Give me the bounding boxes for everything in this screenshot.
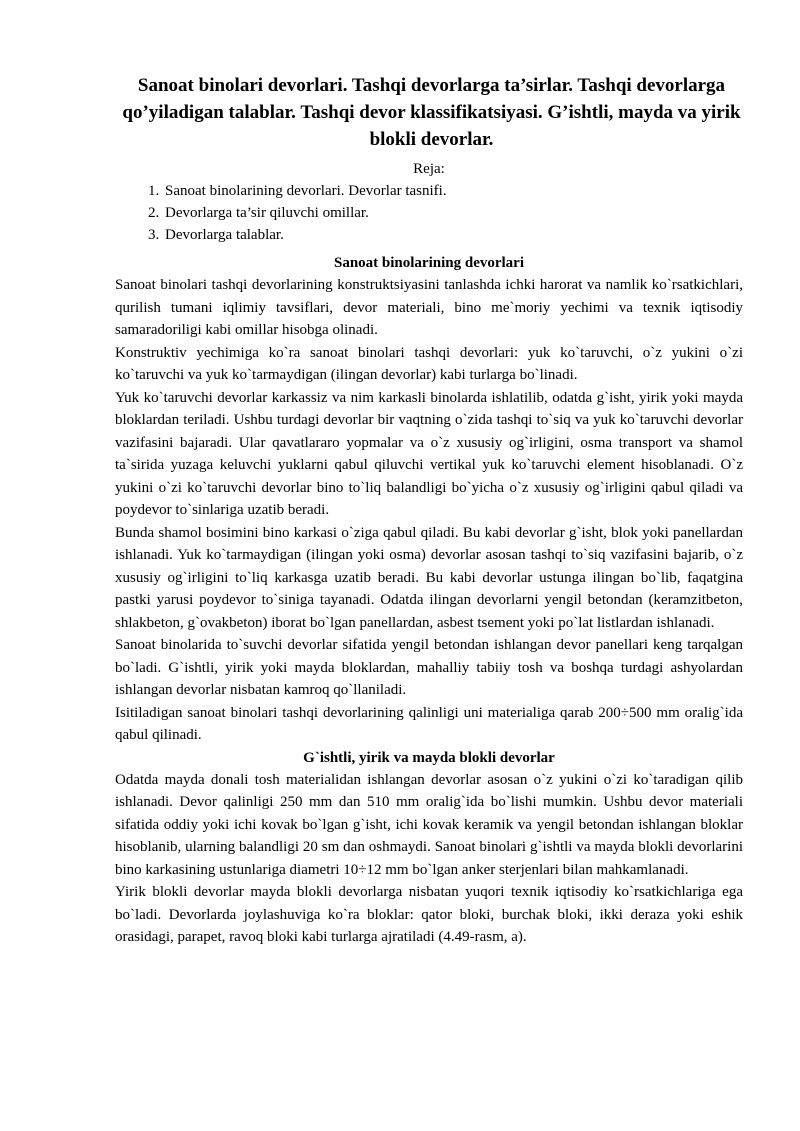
plan-list bbox=[115, 180, 743, 246]
plan-item: 3. Devorlarga talablar. bbox=[163, 224, 743, 246]
plan-item: 2. Devorlarga ta’sir qiluvchi omillar. bbox=[163, 202, 743, 224]
section-heading: G`ishtli, yirik va mayda blokli devorlar bbox=[303, 749, 555, 766]
paragraph: Odatda mayda donali tosh materialidan ishlangan devorlar asosan o`z yukini o`zi ko`taradigan qilib ishlanadi. Devor qalinligi 250 mm dan 510 mm oralig`ida bo`lishi mumkin. Ushbu devor materiali sifatida oddiy yoki ichi kovak bo`lgan g`isht, ichi kovak keramik va yengil betondan ishlangan bloklar hisoblanib, ularning balandligi 20 sm dan oshmaydi. Sanoat binolari g`ishtli va mayda blokli devorlarini bino karkasining ustunlariga diametri 10÷12 mm bo`lgan anker sterjenlari bilan mahkamlanadi. bbox=[115, 771, 743, 878]
paragraph: Yuk ko`taruvchi devorlar karkassiz va nim karkasli binolarda ishlatilib, odatda g`isht, yirik yoki mayda bloklardan teriladi. Ushbu turdagi devorlar bir vaqtning o`zida tashqi to`siq va yuk ko`taruvchi devorlar vazifasini bajaradi. Ular qavatlararo yopmalar va o`z xususiy og`irligini, osma transport va shamol ta`sirida yuzaga keluvchi yuklarni qabul qiluvchi vertikal yuk ko`taruvchi element hisoblanadi. O`z yukini o`zi ko`taruvchi devorlar bino to`liq balandligi bo`yicha o`z xususiy og`irligini qabul qiladi va poydevor to`sinlariga uzatib beradi. bbox=[115, 389, 743, 518]
paragraph: Bunda shamol bosimini bino karkasi o`ziga qabul qiladi. Bu kabi devorlar g`isht, blok yoki panellardan ishlanadi. Yuk ko`tarmaydigan (ilingan yoki osma) devorlar asosan tashqi to`siq vazifasini bajarib, o`z xususiy og`irligini to`liq karkasga uzatib beradi. Bu kabi devorlar ustunga ilingan bo`lib, faqatgina pastki yarusi poydevor to`siniga tayanadi. Odatda ilingan devorlarni yengil betondan (keramzitbeton, shlakbeton, g`ovakbeton) iborat bo`lgan panellardan, asbest tsement yoki po`lat listlardan ishlanadi. bbox=[115, 524, 743, 631]
plan-item: 1. Sanoat binolarining devorlari. Devorlar tasnifi. bbox=[163, 180, 743, 202]
section-heading: Sanoat binolarining devorlari bbox=[333, 255, 525, 271]
paragraph: Isitiladigan sanoat binolari tashqi devorlarining qalinligi uni materialiga qarab 200÷500 mm oralig`ida qabul qilinadi. bbox=[115, 704, 743, 743]
document-title: Sanoat binolari devorlari. Tashqi devorlarga ta’sirlar. Tashqi devorlarga qo’yiladigan talablar. Tashqi devor klassifikatsiyasi. G’ishtli, mayda va yirik blokli devorlar. bbox=[122, 75, 741, 150]
paragraph: Yirik blokli devorlar mayda blokli devorlarga nisbatan yuqori texnik iqtisodiy ko`rsatkichlariga ega bo`ladi. Devorlarda joylashuviga ko`ra bloklar: qator bloki, burchak bloki, ikki deraza yoki eshik orasidagi, parapet, ravoq bloki kabi turlarga ajratiladi (4.49-rasm, a). bbox=[115, 884, 743, 945]
paragraph: Sanoat binolarida to`suvchi devorlar sifatida yengil betondan ishlangan devor panellari keng tarqalgan bo`ladi. G`ishtli, yirik yoki mayda bloklardan, mahalliy tabiiy tosh va boshqa turdagi ashyolardan ishlangan devorlar nisbatan kamroq qo`llaniladi. bbox=[115, 637, 743, 698]
plan-label: Reja: bbox=[413, 161, 445, 177]
paragraph: Sanoat binolari tashqi devorlarining konstruktsiyasini tanlashda ichki harorat va namlik ko`rsatkichlari, qurilish tumani iqlimiy tavsiflari, devor materiali, bino me`moriy yechimi va texnik iqtisodiy samaradoriligi kabi omillar hisobga olinadi. bbox=[115, 277, 743, 338]
paragraph: Konstruktiv yechimiga ko`ra sanoat binolari tashqi devorlari: yuk ko`taruvchi, o`z yukini o`zi ko`taruvchi va yuk ko`tarmaydigan (ilingan devorlar) kabi turlarga bo`linadi. bbox=[115, 344, 743, 383]
